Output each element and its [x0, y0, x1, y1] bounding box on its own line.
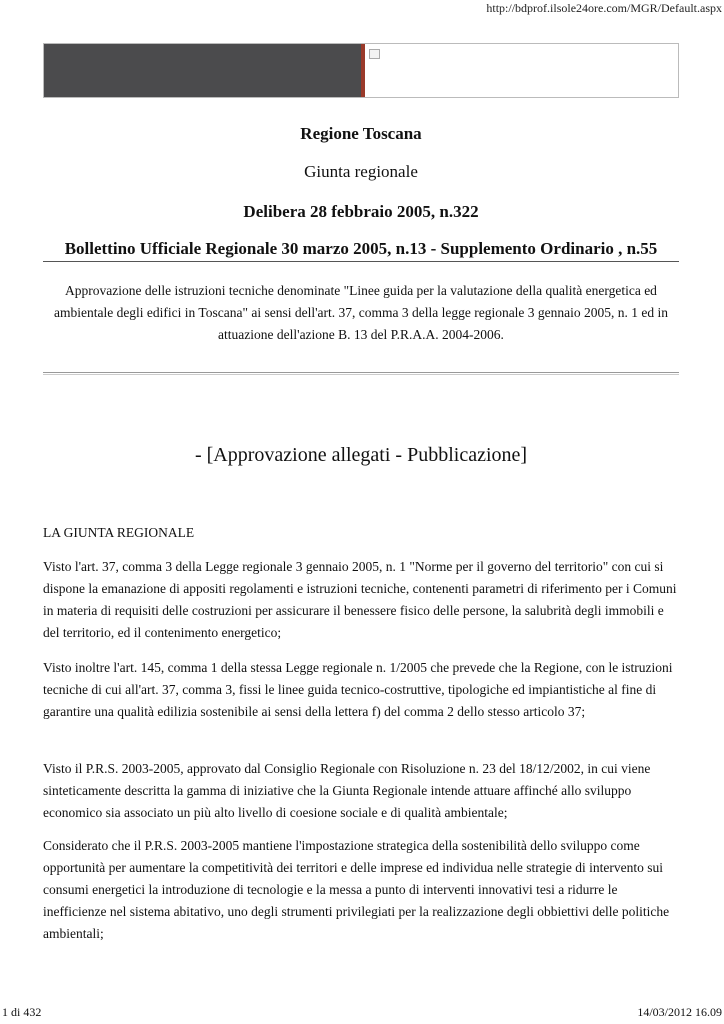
bulletin-title: Bollettino Ufficiale Regionale 30 marzo 2005, n.13 - Supplemento Ordinario , n.55: [64, 239, 658, 258]
region-title: Regione Toscana: [300, 124, 422, 143]
paragraph: Considerato che il P.R.S. 2003-2005 mantiene l'impostazione strategica della sostenibilità dello sviluppo come opportunità per aumentare la competitività dei territori e delle imprese ed individua nelle strategie di intervento sui consumi energetici la introduzione di tecnologie e la messa a punto di interventi innovativi tesi a ridurre le inefficienze nel sistema abitativo, uno degli strumenti privilegiati per la realizzazione degli obbiettivi delle politiche ambientali;: [43, 838, 670, 941]
body-title: Giunta regionale: [304, 162, 418, 181]
page-number: 1 di 432: [2, 1005, 42, 1019]
banner-accent-strip: [361, 44, 365, 97]
deliberation-title: Delibera 28 febbraio 2005, n.322: [243, 202, 479, 221]
paragraph: Visto inoltre l'art. 145, comma 1 della stessa Legge regionale n. 1/2005 che prevede che la Regione, con le istruzioni tecniche di cui all'art. 37, comma 3, fissi le linee guida tecnico-costruttive, tipologiche ed impiantistiche al fine di garantire una qualità edilizia sostenibile ai sensi della lettera f) del comma 2 dello stesso articolo 37;: [43, 660, 673, 719]
paragraph: Visto il P.R.S. 2003-2005, approvato dal Consiglio Regionale con Risoluzione n. 23 del 18/12/2002, in cui viene sinteticamente descritta la gamma di iniziative che la Giunta Regionale intende attuare affinché allo sviluppo economico sia associato un più alto livello di coesione sociale e di qualità ambientale;: [43, 761, 651, 820]
paragraph: Visto l'art. 37, comma 3 della Legge regionale 3 gennaio 2005, n. 1 "Norme per il governo del territorio" con cui si dispone la emanazione di appositi regolamenti e istruzioni tecniche, contenenti parametri di riferimento per i Comuni in materia di requisiti delle costruzioni per assicurare il benessere fisico delle persone, la salubrità degli immobili e del territorio, ed il contenimento energetico;: [43, 559, 677, 640]
divider: [43, 261, 679, 262]
abstract: Approvazione delle istruzioni tecniche denominate "Linee guida per la valutazione della qualità energetica ed ambientale degli edifici in Toscana" ai sensi dell'art. 37, comma 3 della legge regionale 3 gennaio 2005, n. 1 ed in attuazione dell'azione B. 13 del P.R.A.A. 2004-2006.: [53, 283, 669, 342]
broken-image-icon: [369, 49, 380, 59]
divider: [43, 372, 679, 375]
print-timestamp: 14/03/2012 16.09: [637, 1005, 722, 1019]
banner-dark-panel: [44, 44, 361, 97]
section-title: - [Approvazione allegati - Pubblicazione]: [194, 444, 528, 466]
paragraph: LA GIUNTA REGIONALE: [43, 525, 195, 540]
page-url: http://bdprof.ilsole24ore.com/MGR/Default.aspx: [486, 1, 722, 15]
header-banner: [43, 43, 679, 98]
